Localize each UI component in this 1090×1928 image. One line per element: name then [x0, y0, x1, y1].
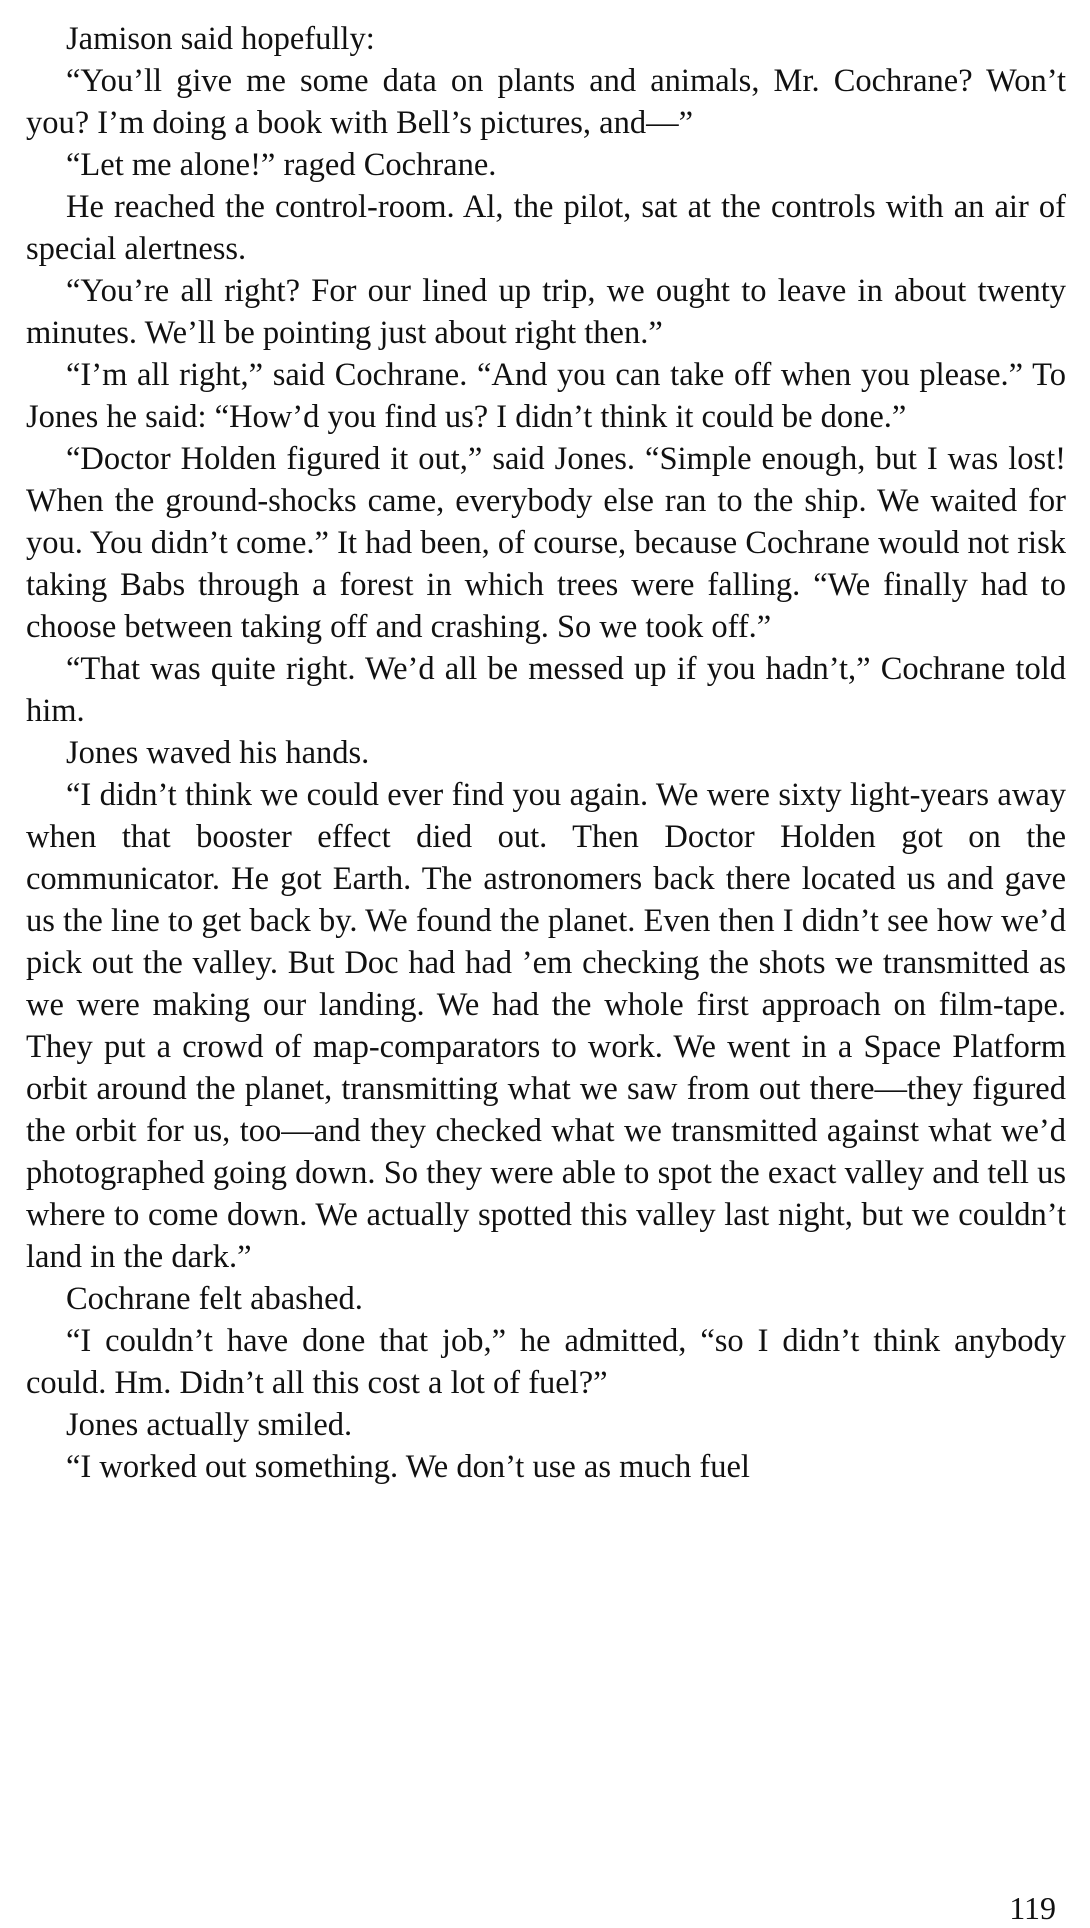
paragraph: “I didn’t think we could ever find you again. We were sixty light-years away when that booster effect died out. Then Doctor Holden got on the communicator. He got Earth. The astronomers back there located us and gave us the line to get back by. We found the planet. Even then I didn’t see how we’d pick out the valley. But Doc had had ’em checking the shots we transmitted as we were making our landing. We had the whole first approach on film-tape. They put a crowd of map-comparators to work. We went in a Space Platform orbit around the planet, transmitting what we saw from out there—they figured the orbit for us, too—and they checked what we transmitted against what we’d photographed going down. So they were able to spot the exact valley and tell us where to come down. We actually spotted this valley last night, but we couldn’t land in the dark.” [26, 777, 1066, 1275]
paragraph: Jones waved his hands. [66, 735, 370, 771]
page-number: 119 [1009, 1890, 1056, 1926]
paragraph: “That was quite right. We’d all be messed up if you hadn’t,” Cochrane told him. [26, 651, 1066, 729]
paragraph: Jones actually smiled. [66, 1407, 353, 1443]
paragraph: Cochrane felt abashed. [66, 1281, 363, 1317]
paragraph: “You’ll give me some data on plants and animals, Mr. Cochrane? Won’t you? I’m doing a book with Bell’s pictures, and—” [26, 63, 1066, 141]
paragraph: Jamison said hopefully: [66, 21, 375, 57]
paragraph: He reached the control-room. Al, the pilot, sat at the controls with an air of special alertness. [26, 189, 1066, 267]
body-text [26, 18, 1066, 1488]
paragraph: “I worked out something. We don’t use as much fuel [66, 1449, 750, 1485]
paragraph: “Doctor Holden figured it out,” said Jones. “Simple enough, but I was lost! When the ground-shocks came, everybody else ran to the ship. We waited for you. You didn’t come.” It had been, of course, because Cochrane would not risk taking Babs through a forest in which trees were falling. “We finally had to choose between taking off and crashing. So we took off.” [26, 441, 1066, 645]
book-page [26, 18, 1066, 1926]
paragraph: “You’re all right? For our lined up trip, we ought to leave in about twenty minutes. We’ll be pointing just about right then.” [26, 273, 1066, 351]
paragraph: “Let me alone!” raged Cochrane. [66, 147, 497, 183]
paragraph: “I couldn’t have done that job,” he admitted, “so I didn’t think anybody could. Hm. Didn’t all this cost a lot of fuel?” [26, 1323, 1066, 1401]
paragraph: “I’m all right,” said Cochrane. “And you can take off when you please.” To Jones he said: “How’d you find us? I didn’t think it could be done.” [26, 357, 1066, 435]
